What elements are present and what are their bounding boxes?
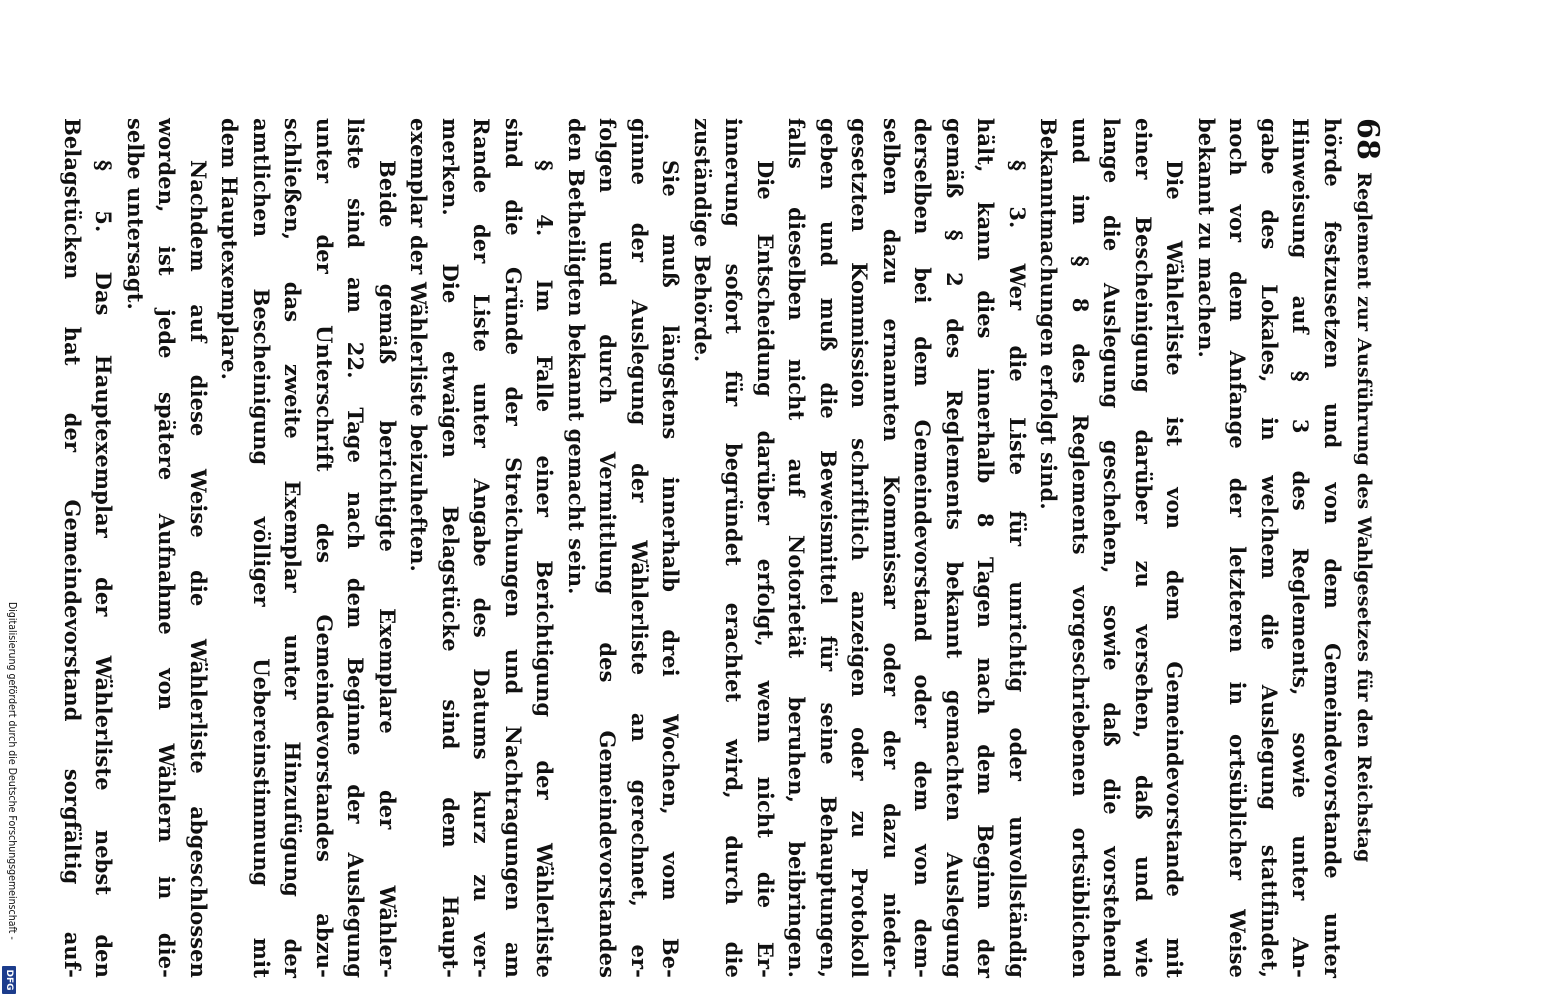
text-line: sind die Gründe der Streichungen und Nachtragungen am bbox=[501, 118, 526, 978]
text-line: lange die Auslegung geschehen, sowie daß die vorstehend bbox=[1099, 118, 1125, 978]
text-line: § 4. Im Falle einer Berichtigung der Wählerliste bbox=[532, 160, 558, 978]
text-line: Die Wählerliste ist von dem Gemeindevorstande mit bbox=[1162, 160, 1188, 978]
text-line: Bekanntmachungen erfolgt sind. bbox=[1036, 118, 1062, 510]
text-line: Sie muß längstens innerhalb drei Wochen, vom Be- bbox=[658, 160, 684, 978]
text-line: bekannt zu machen. bbox=[1194, 118, 1219, 358]
dfg-logo bbox=[2, 966, 16, 994]
text-line: und im § 8 des Reglements vorgeschriebenen ortsüblichen bbox=[1068, 118, 1093, 978]
text-line: § 5. Das Hauptexemplar der Wählerliste nebst den bbox=[91, 160, 117, 978]
text-line: zuständige Behörde. bbox=[690, 118, 715, 363]
text-line: derselben bei dem Gemeindevorstand oder dem von dem- bbox=[910, 118, 936, 978]
text-line: gesetzten Kommission schriftlich anzeigen oder zu Protokoll bbox=[847, 118, 873, 978]
text-line: Nachdem auf diese Weise die Wählerliste abgeschlossen bbox=[186, 160, 211, 978]
text-line: einer Bescheinigung darüber zu versehen, daß und wie bbox=[1131, 118, 1156, 978]
dfg-logo-text: DFG bbox=[4, 969, 14, 991]
text-line: noch vor dem Anfange der letzteren in ortsüblicher Weise bbox=[1225, 118, 1251, 978]
text-line: folgen und durch Vermittlung des Gemeindevorstandes bbox=[595, 118, 621, 978]
text-line: gabe des Lokales, in welchem die Auslegung stattfindet, bbox=[1257, 118, 1282, 978]
text-line: worden, ist jede spätere Aufnahme von Wählern in die- bbox=[154, 118, 180, 978]
running-head bbox=[1350, 118, 1385, 978]
text-line: geben und muß die Beweismittel für seine Behauptungen, bbox=[816, 118, 841, 978]
rotated-text-block bbox=[57, 118, 1385, 978]
text-line: ginne der Auslegung der Wählerliste an gerechnet, er- bbox=[627, 118, 652, 978]
text-line: § 3. Wer die Liste für unrichtig oder unvollständig bbox=[1005, 160, 1030, 978]
text-line: hörde festzusetzen und von dem Gemeindevorstande unter bbox=[1320, 118, 1345, 978]
text-line: falls dieselben nicht auf Notorietät beruhen, beibringen. bbox=[784, 118, 810, 978]
text-line: den Betheiligten bekannt gemacht sein. bbox=[564, 118, 589, 595]
text-line: merken. Die etwaigen Belagstücke sind dem Haupt- bbox=[438, 118, 463, 978]
text-line: Hinweisung auf § 3 des Reglements, sowie unter An- bbox=[1288, 118, 1314, 978]
digitization-credit bbox=[4, 602, 20, 986]
text-line: gemäß § 2 des Reglements bekannt gemachten Auslegung bbox=[942, 118, 967, 978]
text-line: hält, kann dies innerhalb 8 Tagen nach dem Beginn der bbox=[973, 118, 999, 978]
text-line: innerung sofort für begründet erachtet wird, durch die bbox=[721, 118, 747, 978]
text-line: amtlichen Bescheinigung völliger Uebereinstimmung mit bbox=[249, 118, 274, 978]
body-text bbox=[57, 118, 1349, 978]
text-line: Belagstücken hat der Gemeindevorstand sorgfältig auf- bbox=[60, 118, 85, 978]
text-line: selbe untersagt. bbox=[123, 118, 148, 310]
credit-text: Digitalisierung gefördert durch die Deutsche Forschungsgemeinschaft - bbox=[6, 602, 18, 940]
text-line: Rande der Liste unter Angabe des Datums kurz zu ver- bbox=[469, 118, 495, 978]
text-line: exemplar der Wählerliste beizuheften. bbox=[406, 118, 432, 572]
text-line: liste sind am 22. Tage nach dem Beginne der Auslegung bbox=[343, 118, 369, 978]
text-line: Die Entscheidung darüber erfolgt, wenn nicht die Er- bbox=[753, 160, 778, 978]
running-head-title: Reglement zur Ausführung des Wahlgesetzes für den Reichstag bbox=[1353, 172, 1375, 863]
text-line: schließen, das zweite Exemplar unter Hinzufügung der bbox=[280, 118, 306, 978]
text-line: dem Hauptexemplare. bbox=[217, 118, 243, 381]
text-line: Beide gemäß berichtigte Exemplare der Wähler- bbox=[375, 160, 400, 978]
text-line: unter der Unterschrift des Gemeindevorstandes abzu- bbox=[312, 118, 337, 978]
text-line: selben dazu ernannten Kommissar oder der dazu nieder- bbox=[879, 118, 904, 978]
page-number: 68 bbox=[1350, 118, 1385, 161]
